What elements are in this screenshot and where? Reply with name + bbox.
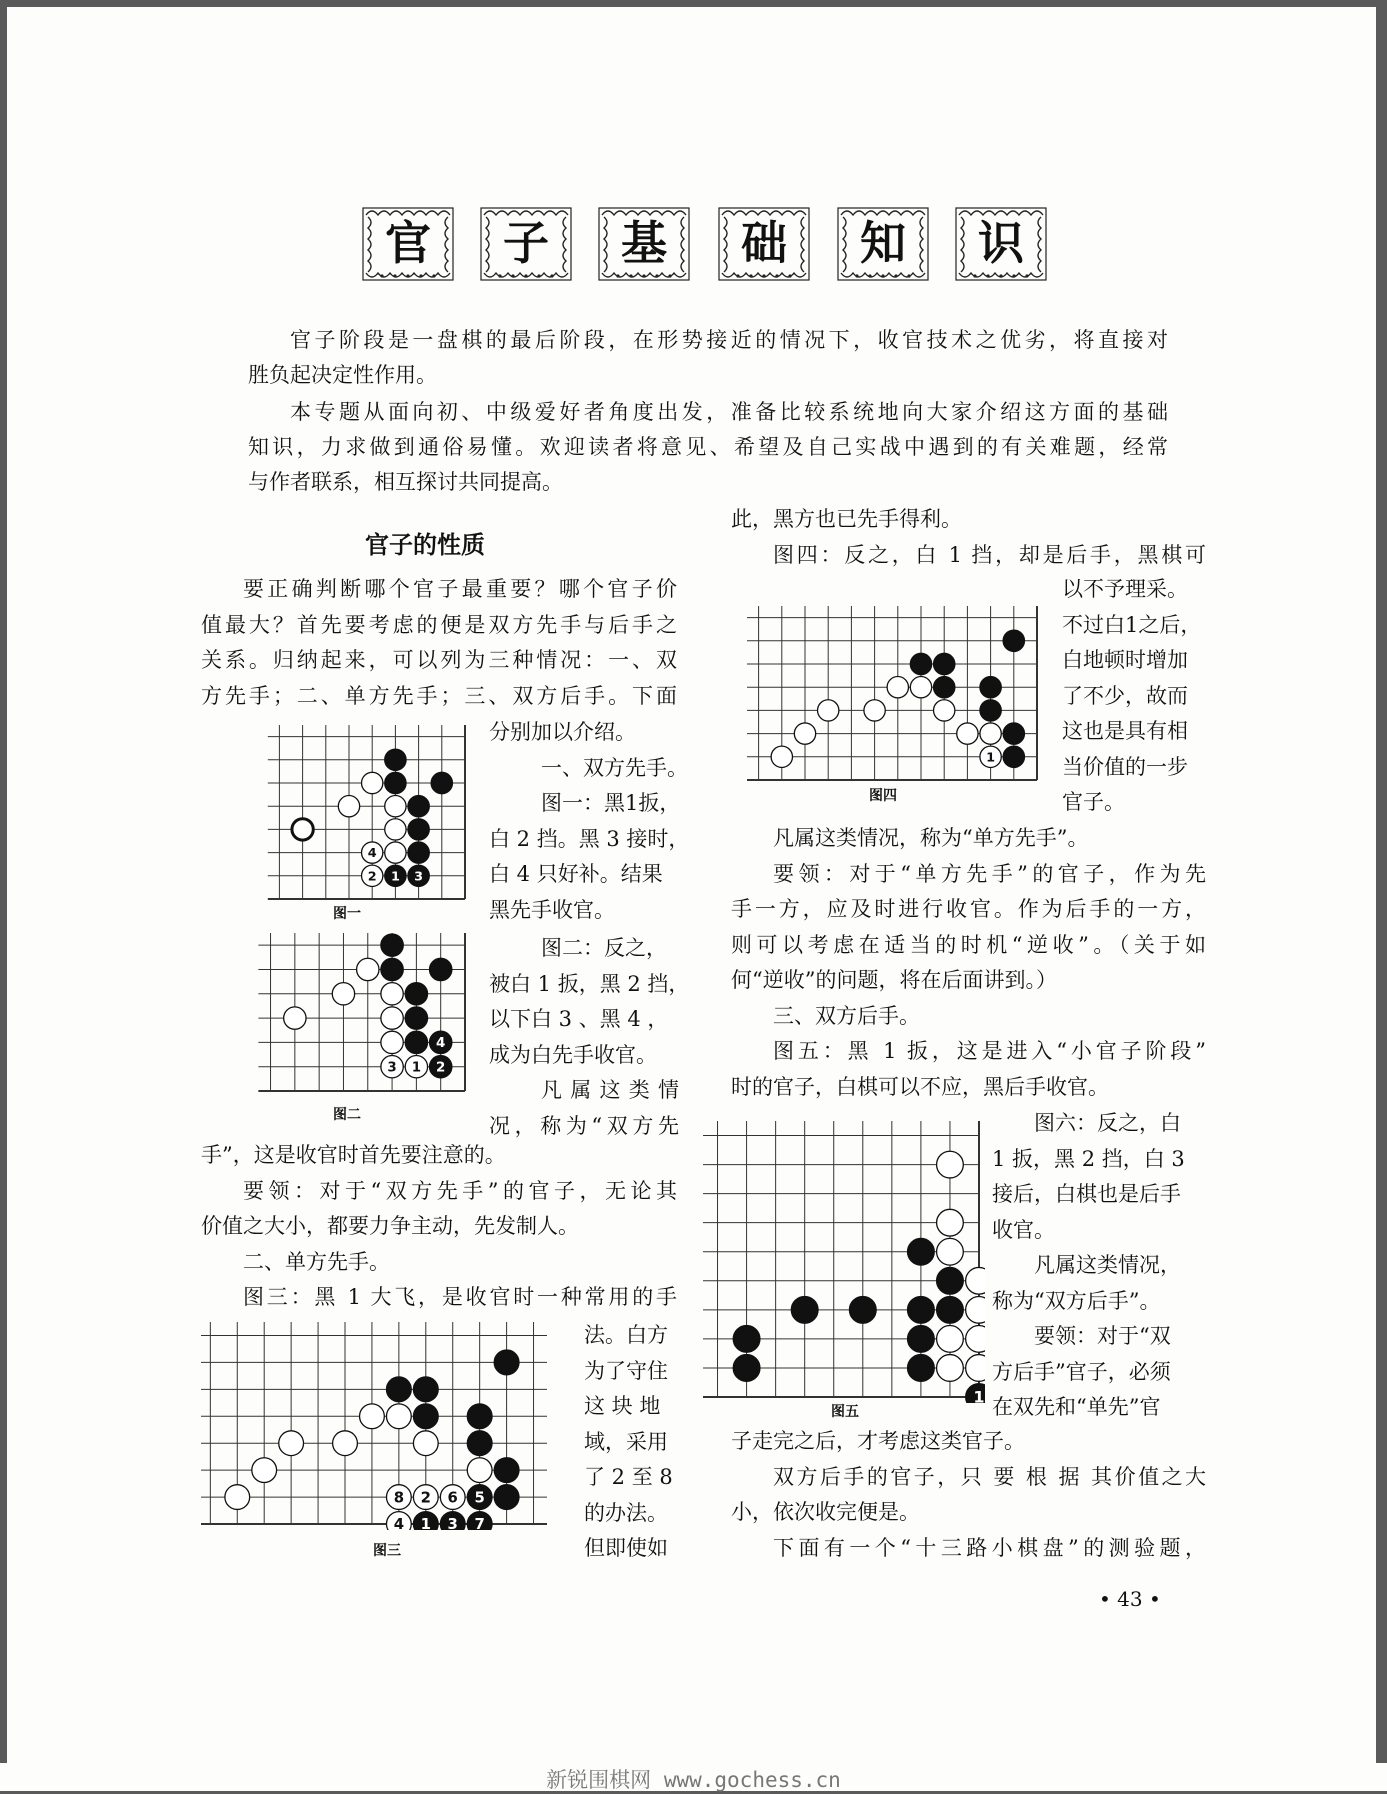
text-line: 方先手；二、单方先手；三、双方后手。下面 (201, 683, 677, 708)
move-number: 2 (420, 1488, 431, 1507)
fig3-side-text (584, 1318, 678, 1567)
text-line: 官子阶段是一盘棋的最后阶段，在形势接近的情况下，收官技术之优劣，将直接对 (290, 328, 1168, 352)
figure-caption: 图二 (333, 1107, 361, 1123)
text-line: 值最大？首先要考虑的便是双方先手与后手之 (201, 612, 677, 637)
move-number: 1 (411, 1060, 422, 1076)
white-stone (818, 700, 839, 721)
black-stone (430, 958, 452, 980)
watermark: 新锐围棋网 www.gochess.cn (546, 1768, 841, 1792)
black-stone (494, 1350, 519, 1375)
text-line: 1 扳，黑 2 挡，白 3 (992, 1146, 1185, 1171)
text-line: 则可以考虑在适当的时机“逆收”。（关于如 (731, 932, 1206, 957)
white-stone (284, 1007, 306, 1029)
move-number: 4 (367, 846, 377, 862)
white-stone (771, 746, 792, 767)
title-char-frame (835, 205, 931, 283)
black-stone (980, 700, 1001, 721)
go-diagram-fig4 (713, 600, 1043, 786)
title-char: 官 (385, 216, 431, 270)
black-stone (1003, 630, 1024, 651)
black-stone (733, 1326, 760, 1353)
text-line: 下面有一个“十三路小棋盘”的测验题， (773, 1535, 1206, 1560)
figure-caption: 图五 (831, 1404, 859, 1420)
move-number: 3 (387, 1060, 397, 1076)
move-number: 2 (367, 869, 377, 885)
move-number: 3 (447, 1515, 458, 1530)
white-stone (937, 1238, 964, 1265)
white-stone (467, 1458, 492, 1483)
title-char: 知 (860, 216, 906, 270)
title-char: 础 (741, 216, 787, 270)
black-stone (385, 749, 406, 770)
text-line: 称为“双方后手”。 (992, 1288, 1161, 1313)
black-stone (849, 1296, 876, 1323)
text-line: 收官。 (992, 1217, 1055, 1242)
move-number: 7 (474, 1515, 485, 1530)
move-number: 1 (973, 1387, 985, 1403)
text-line: 白地顿时增加 (1062, 648, 1188, 672)
black-stone (908, 1355, 935, 1382)
white-stone (381, 1031, 403, 1053)
text-line: 以下白 3 、黑 4 ， (489, 1007, 669, 1031)
white-stone (937, 1209, 964, 1236)
text-line: 了不少，故而 (1062, 683, 1188, 708)
text-line: 为了守住 (584, 1358, 668, 1383)
left-paragraph-2 (201, 1138, 677, 1316)
white-stone (887, 677, 908, 698)
white-stone (413, 1431, 438, 1456)
text-line: 时的官子，白棋可以不应，黑后手收官。 (731, 1074, 1109, 1099)
book-page (7, 7, 1376, 1763)
fig1-side-text (489, 715, 690, 928)
white-stone (966, 1296, 985, 1323)
move-number: 1 (420, 1515, 431, 1530)
white-stone (332, 983, 354, 1005)
text-line: 要正确判断哪个官子最重要？哪个官子价 (243, 577, 677, 601)
text-line: 这也是具有相 (1062, 719, 1188, 743)
black-stone (405, 1031, 427, 1053)
text-line: 分别加以介绍。 (489, 720, 636, 744)
black-stone (408, 819, 429, 840)
text-line: 与作者联系，相互探讨共同提高。 (248, 470, 563, 494)
white-stone (937, 1326, 964, 1353)
title-char-frame (716, 205, 812, 283)
text-line: 图六：反之，白 (1034, 1111, 1181, 1135)
text-line: 凡属这类情况， (1034, 1253, 1181, 1277)
text-line: 子走完之后，才考虑这类官子。 (731, 1429, 1025, 1453)
title-char-frame (953, 205, 1049, 283)
white-stone (225, 1485, 250, 1510)
text-line: 法。白方 (584, 1323, 668, 1347)
white-stone (252, 1458, 277, 1483)
section-heading: 官子的性质 (365, 531, 485, 559)
black-stone (431, 772, 452, 793)
text-line: 况，称为“双方先 (489, 1113, 679, 1138)
black-stone (467, 1404, 492, 1429)
white-stone (934, 700, 955, 721)
fig5-side-text (992, 1106, 1207, 1426)
white-stone (386, 1404, 411, 1429)
right-paragraph-top (731, 502, 1206, 573)
text-line: 一、双方先手。 (541, 755, 688, 780)
text-line: 要领：对于“双 (1034, 1324, 1171, 1348)
black-stone (413, 1404, 438, 1429)
white-stone (292, 819, 313, 840)
move-number: 6 (447, 1488, 458, 1507)
white-stone (864, 700, 885, 721)
page-number: • 43 • (1099, 1587, 1161, 1611)
text-line: 成为白先手收官。 (489, 1042, 657, 1067)
black-stone (934, 677, 955, 698)
text-line: 这 块 地 (584, 1394, 661, 1418)
white-stone (357, 958, 379, 980)
white-stone (381, 1007, 403, 1029)
text-line: 图五：黑 1 扳，这是进入“小官子阶段” (773, 1039, 1206, 1063)
text-line: 本专题从面向初、中级爱好者角度出发，准备比较系统地向大家介绍这方面的基础 (290, 400, 1168, 424)
text-line: 白 2 挡。黑 3 接时， (489, 826, 690, 851)
figure-caption: 图三 (373, 1543, 401, 1559)
black-stone (908, 1296, 935, 1323)
text-line: 方后手”官子，必须 (992, 1359, 1171, 1384)
text-line: 要领：对于“双方先手”的官子，无论其 (243, 1178, 677, 1203)
white-stone (279, 1431, 304, 1456)
white-stone (966, 1326, 985, 1353)
text-line: 图一：黑1扳， (541, 791, 681, 815)
move-number: 4 (393, 1515, 405, 1530)
black-stone (980, 677, 1001, 698)
right-paragraph-bottom (731, 1424, 1206, 1566)
text-line: 手”，这是收官时首先要注意的。 (201, 1143, 506, 1167)
text-line: 以不予理采。 (1062, 577, 1188, 601)
title-char: 子 (503, 216, 549, 270)
text-line: 胜负起决定性作用。 (248, 363, 437, 387)
black-stone (791, 1296, 818, 1323)
text-line: 二、单方先手。 (243, 1249, 390, 1274)
text-line: 不过白1之后， (1062, 612, 1202, 637)
right-paragraph-mid (731, 821, 1206, 1105)
text-line: 要领：对于“单方先手”的官子，作为先 (773, 861, 1206, 886)
go-diagram-fig3 (201, 1316, 553, 1530)
text-line: 小，依次收完便是。 (731, 1500, 920, 1524)
text-line: 在双先和“单先”官 (992, 1395, 1161, 1419)
text-line: 何“逆收”的问题，将在后面讲到。） (731, 968, 1057, 992)
figure-caption: 图四 (869, 788, 897, 804)
go-diagram-fig2 (221, 927, 471, 1097)
black-stone (937, 1296, 964, 1323)
text-line: 图三：黑 1 大飞，是收官时一种常用的手 (243, 1285, 677, 1309)
watermark-bar (0, 1763, 1387, 1791)
text-line: 关系。归纳起来，可以列为三种情况：一、双 (201, 648, 677, 672)
black-stone (381, 934, 403, 956)
white-stone (360, 1404, 385, 1429)
move-number: 4 (436, 1036, 446, 1052)
black-stone (413, 1377, 438, 1402)
white-stone (966, 1267, 985, 1294)
figure-caption: 图一 (333, 906, 361, 922)
text-line: 凡属这类情况，称为“单方先手”。 (773, 826, 1089, 850)
move-number: 1 (986, 750, 996, 766)
white-stone (385, 819, 406, 840)
black-stone (405, 1007, 427, 1029)
black-stone (408, 842, 429, 863)
white-stone (794, 723, 815, 744)
black-stone (467, 1431, 492, 1456)
move-number: 2 (436, 1060, 446, 1076)
intro-paragraph-1 (248, 323, 1168, 393)
title-char-frame (596, 205, 692, 283)
text-line: 官子。 (1062, 790, 1125, 814)
white-stone (385, 796, 406, 817)
text-line: 三、双方后手。 (773, 1003, 920, 1028)
text-line: 图四：反之，白 1 挡，却是后手，黑棋可 (773, 542, 1206, 567)
left-paragraph-1 (201, 572, 677, 714)
text-line: 的办法。 (584, 1500, 668, 1525)
text-line: 了 2 至 8 (584, 1465, 673, 1489)
white-stone (362, 772, 383, 793)
title-char: 识 (978, 216, 1024, 270)
white-stone (966, 1355, 985, 1382)
black-stone (910, 653, 931, 674)
black-stone (1003, 723, 1024, 744)
go-diagram-fig5 (695, 1115, 985, 1403)
text-line: 当价值的一步 (1062, 754, 1188, 779)
black-stone (494, 1485, 519, 1510)
white-stone (381, 983, 403, 1005)
black-stone (494, 1458, 519, 1483)
text-line: 但即使如 (584, 1536, 668, 1560)
fig4-side-text (1062, 572, 1212, 821)
white-stone (957, 723, 978, 744)
white-stone (937, 1151, 964, 1178)
text-line: 域，采用 (584, 1429, 668, 1454)
intro-paragraph-2 (248, 395, 1168, 500)
black-stone (934, 653, 955, 674)
text-line: 手一方，应及时进行收官。作为后手的一方， (731, 897, 1206, 921)
text-line: 此，黑方也已先手得利。 (731, 507, 962, 531)
move-number: 5 (474, 1488, 485, 1507)
white-stone (980, 723, 1001, 744)
black-stone (386, 1377, 411, 1402)
black-stone (385, 772, 406, 793)
black-stone (908, 1326, 935, 1353)
white-stone (385, 842, 406, 863)
title-char: 基 (621, 216, 667, 270)
white-stone (338, 796, 359, 817)
title-char-frame (478, 205, 574, 283)
go-diagram-fig1 (221, 719, 471, 905)
text-line: 双方后手的官子，只 要 根 据 其价值之大 (773, 1464, 1206, 1489)
move-number: 8 (393, 1488, 405, 1507)
white-stone (937, 1355, 964, 1382)
black-stone (1003, 746, 1024, 767)
black-stone (408, 796, 429, 817)
text-line: 黑先手收官。 (489, 897, 615, 922)
white-stone (910, 677, 931, 698)
text-line: 凡 属 这 类 情 (541, 1078, 679, 1102)
black-stone (733, 1355, 760, 1382)
move-number: 1 (390, 869, 400, 885)
fig2-side-text (489, 931, 690, 1144)
text-line: 被白 1 扳，黑 2 挡， (489, 971, 690, 996)
text-line: 图二：反之， (541, 936, 667, 960)
text-line: 价值之大小，都要力争主动，先发制人。 (201, 1214, 579, 1238)
text-line: 白 4 只好补。结果 (489, 862, 663, 886)
black-stone (405, 983, 427, 1005)
black-stone (381, 958, 403, 980)
text-line: 接后，白棋也是后手 (992, 1182, 1181, 1206)
black-stone (937, 1267, 964, 1294)
move-number: 3 (414, 869, 424, 885)
white-stone (333, 1431, 358, 1456)
black-stone (908, 1238, 935, 1265)
title-char-frame (360, 205, 456, 283)
text-line: 知识，力求做到通俗易懂。欢迎读者将意见、希望及自己实战中遇到的有关难题，经常 (248, 435, 1168, 459)
